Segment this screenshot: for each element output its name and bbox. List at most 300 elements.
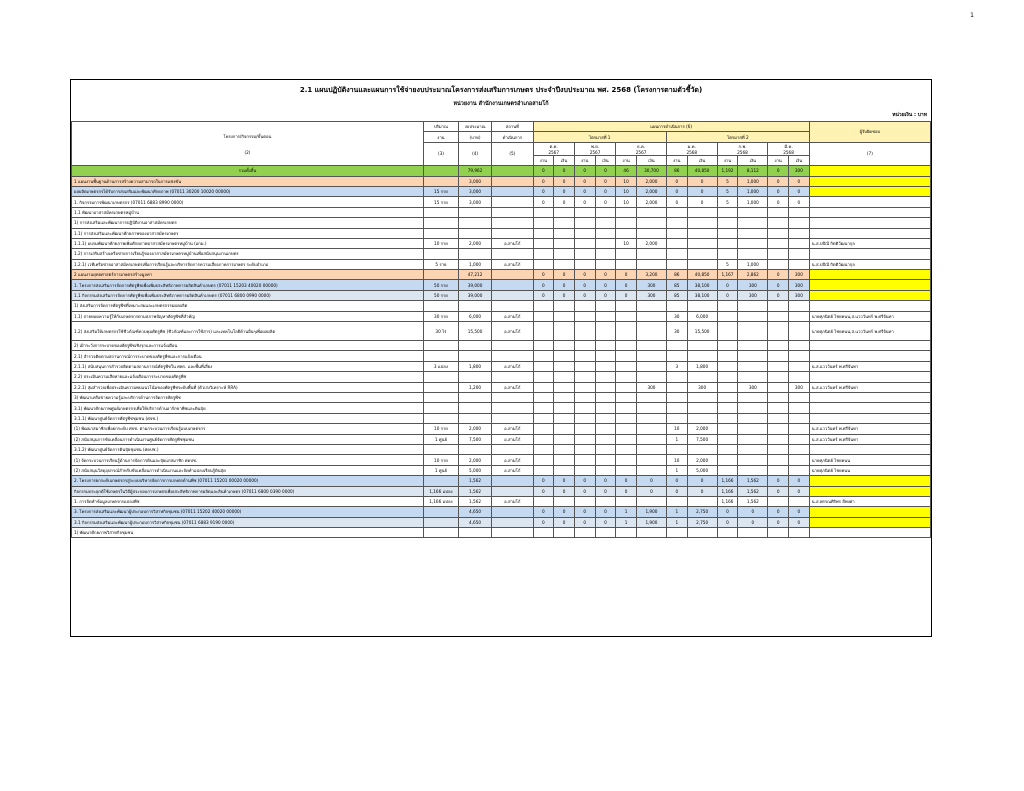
row-work — [616, 311, 637, 321]
row-money — [636, 465, 666, 475]
header-month: ก.พ. 2568 — [717, 142, 768, 155]
row-work — [574, 413, 595, 423]
row-work — [533, 341, 554, 351]
header-work: งาน — [717, 155, 738, 165]
row-budget: 3,000 — [459, 176, 492, 186]
row-work: 86 — [666, 166, 687, 176]
row-money: 0 — [789, 517, 810, 527]
row-work — [616, 465, 637, 475]
row-work: 0 — [574, 517, 595, 527]
row-label: 2.1.1) สนับสนุนการสำรวจติดตามสถานการณ์ศัตรูพืชใน ศพก. และพื้นที่เสี่ยง — [72, 361, 424, 371]
row-qty: 15 ราย — [423, 186, 458, 196]
row-work — [574, 249, 595, 259]
row-work — [616, 207, 637, 217]
row-money — [554, 249, 575, 259]
row-qty: 1,166 แปลง — [423, 496, 458, 506]
row-work: 5 — [717, 197, 738, 207]
row-work — [717, 465, 738, 475]
header-plan: แผนการดำเนินการ (6) — [533, 122, 809, 132]
row-money — [636, 496, 666, 506]
row-work: 1 — [666, 507, 687, 517]
row-place: อ.สามโก้ — [492, 434, 533, 444]
row-work: 10 — [616, 186, 637, 196]
row-money — [554, 322, 575, 341]
row-money — [738, 341, 768, 351]
row-money — [738, 249, 768, 259]
row-budget: 1,000 — [459, 259, 492, 269]
header-budget-sub: (บาท) — [459, 132, 492, 142]
row-money: 0 — [636, 476, 666, 486]
row-work: 1 — [666, 517, 687, 527]
row-money: 0 — [554, 486, 575, 496]
row-place — [492, 290, 533, 300]
row-money: 300 — [738, 290, 768, 300]
row-work — [574, 351, 595, 361]
row-work: 0 — [768, 290, 789, 300]
row-work: 1 — [666, 465, 687, 475]
row-work — [616, 249, 637, 259]
row-money: 2,000 — [636, 186, 666, 196]
row-work — [616, 372, 637, 382]
row-money — [789, 311, 810, 321]
header-money: เงิน — [554, 155, 575, 165]
table-row — [72, 361, 931, 371]
row-work — [616, 403, 637, 413]
row-work — [616, 259, 637, 269]
row-work: 0 — [616, 270, 637, 280]
row-money: 300 — [789, 290, 810, 300]
row-money — [595, 413, 616, 423]
row-work — [768, 465, 789, 475]
row-work — [666, 403, 687, 413]
row-money — [595, 444, 616, 454]
header-work: งาน — [666, 155, 687, 165]
row-label: 1.2.1) เวทีเครือข่ายอาสาสมัครเกษตรเพื่อการเรียนรู้และบริหารจัดการความเสี่ยงภาคการเกษตร ระดับอำเภอ — [72, 259, 424, 269]
row-money — [554, 311, 575, 321]
row-money — [738, 455, 768, 465]
row-money — [687, 351, 717, 361]
row-work: 0 — [574, 270, 595, 280]
row-money — [687, 341, 717, 351]
row-money: 2,000 — [636, 197, 666, 207]
row-work — [616, 301, 637, 311]
row-budget — [459, 218, 492, 228]
row-money: 2,750 — [687, 517, 717, 527]
row-money: 15,500 — [687, 322, 717, 341]
row-responsible: นายศุภนิตย์ ไชยคนน,ส.แวววันทร์ พ.ศรีจันทา — [809, 322, 930, 341]
row-money — [789, 434, 810, 444]
row-place: อ.สามโก้ — [492, 322, 533, 341]
row-work — [666, 413, 687, 423]
row-work — [533, 361, 554, 371]
row-qty — [423, 382, 458, 392]
row-money — [738, 207, 768, 217]
row-work: 3 — [666, 361, 687, 371]
row-work — [533, 496, 554, 506]
row-money — [687, 249, 717, 259]
row-qty: 5 ราย — [423, 259, 458, 269]
row-money: 2,862 — [738, 270, 768, 280]
row-money: 6,000 — [687, 311, 717, 321]
row-money: 7,500 — [687, 434, 717, 444]
row-money: 300 — [789, 270, 810, 280]
table-row — [72, 186, 931, 196]
row-budget — [459, 413, 492, 423]
row-money — [789, 496, 810, 506]
row-work — [574, 465, 595, 475]
header-budget: งบประมาณ — [459, 122, 492, 132]
row-responsible — [809, 207, 930, 217]
row-responsible — [809, 528, 930, 538]
table-row — [72, 434, 931, 444]
row-work: 0 — [533, 517, 554, 527]
row-money: 1,000 — [738, 186, 768, 196]
row-work — [717, 444, 738, 454]
table-row — [72, 424, 931, 434]
row-work: 0 — [717, 517, 738, 527]
row-work — [616, 361, 637, 371]
row-work — [574, 392, 595, 402]
row-budget: 6,000 — [459, 311, 492, 321]
row-qty — [423, 166, 458, 176]
row-money — [554, 207, 575, 217]
row-label: รวมทั้งสิ้น — [72, 166, 424, 176]
row-budget: 2,000 — [459, 238, 492, 248]
row-label: 1.2) ส่งเสริมให้เกษตรกรใช้ชีวภัณฑ์ควบคุมศัตรูพืช (ชีวภัณฑ์และการใช้สาร) และเทคโนโลยีด้านอื่นๆเพื่อผลผลิต — [72, 322, 424, 341]
row-money — [636, 311, 666, 321]
table-row — [72, 290, 931, 300]
row-responsible — [809, 507, 930, 517]
row-work: 0 — [768, 197, 789, 207]
row-work: 1 — [616, 517, 637, 527]
row-work: 0 — [666, 176, 687, 186]
row-money: 1,562 — [738, 496, 768, 506]
row-money: 0 — [687, 476, 717, 486]
row-money — [636, 207, 666, 217]
row-money — [554, 382, 575, 392]
row-work — [666, 351, 687, 361]
row-budget — [459, 351, 492, 361]
row-budget: 2,000 — [459, 455, 492, 465]
row-place — [492, 301, 533, 311]
table-body — [72, 166, 931, 538]
row-work: 0 — [533, 186, 554, 196]
row-work — [768, 424, 789, 434]
table-row — [72, 528, 931, 538]
report-title: 2.1 แผนปฏิบัติงานและแผนการใช้จ่ายงบประมาณโครงการส่งเสริมการเกษตร ประจำปีงบประมาณ พศ. 2568 (โครงการตามตัวชี้วัด) — [299, 86, 703, 94]
row-money — [789, 301, 810, 311]
row-money — [595, 228, 616, 238]
row-work: 0 — [717, 290, 738, 300]
row-money — [789, 392, 810, 402]
row-money: 2,000 — [636, 176, 666, 186]
row-place — [492, 392, 533, 402]
row-money: 300 — [789, 166, 810, 176]
header-quarter-1: ไตรมาสที่ 1 — [533, 132, 666, 142]
report-subtitle: หน่วยงาน สำนักงานเกษตรอำเภอสามโก้ — [453, 101, 549, 107]
row-money: 0 — [687, 486, 717, 496]
table-row — [72, 311, 931, 321]
row-place — [492, 413, 533, 423]
row-work: 0 — [768, 186, 789, 196]
row-money: 2,000 — [687, 455, 717, 465]
row-money — [687, 207, 717, 217]
row-money — [789, 424, 810, 434]
row-responsible: น.ส.แวววันทร์ พ.ศรีจันทา — [809, 361, 930, 371]
row-work: 0 — [666, 486, 687, 496]
row-money: 1,000 — [738, 197, 768, 207]
table-row — [72, 259, 931, 269]
row-money — [738, 403, 768, 413]
row-work: 10 — [666, 424, 687, 434]
row-work — [768, 249, 789, 259]
row-work — [717, 413, 738, 423]
row-work: 0 — [533, 290, 554, 300]
row-money — [595, 207, 616, 217]
row-work: 0 — [574, 280, 595, 290]
row-money — [636, 444, 666, 454]
row-money — [554, 361, 575, 371]
row-money: 0 — [554, 507, 575, 517]
row-label: 1 แผนงานพื้นฐานด้านการสร้างความสามารถในการแข่งขัน — [72, 176, 424, 186]
row-work — [574, 361, 595, 371]
row-work: 5 — [717, 176, 738, 186]
row-work — [666, 259, 687, 269]
row-label: 2.1) สำรวจติดตามสถานการณ์การระบาดของศัตรูพืชและการแจ้งเตือน — [72, 351, 424, 361]
row-money — [789, 403, 810, 413]
table-row — [72, 465, 931, 475]
table-row — [72, 166, 931, 176]
row-money: 300 — [687, 382, 717, 392]
row-money — [738, 311, 768, 321]
row-work: 0 — [574, 166, 595, 176]
row-work: 0 — [574, 507, 595, 517]
row-work — [717, 238, 738, 248]
row-money — [595, 259, 616, 269]
row-qty — [423, 218, 458, 228]
row-work — [666, 528, 687, 538]
row-money — [687, 528, 717, 538]
row-work — [768, 238, 789, 248]
row-responsible: น.ส.บปีณี กิตติวัฒนากุล — [809, 238, 930, 248]
header-qty: ปริมาณ — [423, 122, 458, 132]
row-budget — [459, 341, 492, 351]
row-label: 3. โครงการส่งเสริมและพัฒนาผู้ประกอบการวิสาหกิจชุมชน (07011 15202 40020 00000) — [72, 507, 424, 517]
row-work — [717, 311, 738, 321]
row-work — [533, 455, 554, 465]
row-work: 0 — [616, 486, 637, 496]
row-work: 0 — [666, 197, 687, 207]
row-place: อ.สามโก้ — [492, 238, 533, 248]
row-qty — [423, 403, 458, 413]
row-responsible — [809, 392, 930, 402]
row-money — [595, 311, 616, 321]
row-work — [768, 413, 789, 423]
row-work — [666, 207, 687, 217]
row-work: 0 — [768, 517, 789, 527]
row-label: 1. กิจกรรมการพัฒนาเกษตรกร (07011 6883 8990 0000) — [72, 197, 424, 207]
row-money — [554, 218, 575, 228]
row-work: 0 — [717, 280, 738, 290]
row-work: 0 — [666, 476, 687, 486]
row-work — [574, 444, 595, 454]
row-place — [492, 270, 533, 280]
row-qty — [423, 507, 458, 517]
row-responsible — [809, 218, 930, 228]
row-money — [789, 528, 810, 538]
row-responsible — [809, 249, 930, 259]
row-work — [616, 382, 637, 392]
row-place — [492, 528, 533, 538]
row-money — [738, 372, 768, 382]
row-place: อ.สามโก้ — [492, 496, 533, 506]
row-work — [533, 424, 554, 434]
row-responsible: นายศุภนิตย์ ไชยคนน — [809, 465, 930, 475]
row-work — [768, 434, 789, 444]
row-money: 0 — [595, 517, 616, 527]
row-place — [492, 186, 533, 196]
row-budget — [459, 528, 492, 538]
row-money — [789, 259, 810, 269]
header-work: งาน — [574, 155, 595, 165]
row-work: 0 — [768, 476, 789, 486]
row-money: 2,750 — [687, 507, 717, 517]
row-label: 2.2.1) สุ่มสำรวจเพื่อประเมินความพบแนวโน้มของศัตรูพืชระดับพื้นที่ (ตัวเร่งวิเคราะห์ RRA) — [72, 382, 424, 392]
row-place: อ.สามโก้ — [492, 259, 533, 269]
row-money: 3,200 — [636, 270, 666, 280]
row-money — [789, 361, 810, 371]
row-work — [616, 322, 637, 341]
row-work — [533, 372, 554, 382]
row-money — [636, 249, 666, 259]
row-work — [616, 392, 637, 402]
row-money — [738, 434, 768, 444]
row-money: 1,000 — [738, 259, 768, 269]
row-label: 1) พัฒนาศักยภาพวิสาหกิจชุมชน — [72, 528, 424, 538]
header-month: ต.ค. 2567 — [533, 142, 574, 155]
row-label: 1.1.1) อบรมพัฒนาศักยภาพเพิ่มศักยภาพอาสาสมัครเกษตรหมู่บ้าน (อกม.) — [72, 238, 424, 248]
row-money — [738, 351, 768, 361]
row-work — [533, 392, 554, 402]
row-work — [666, 392, 687, 402]
row-qty: 10 ราย — [423, 455, 458, 465]
row-responsible — [809, 301, 930, 311]
row-work — [666, 249, 687, 259]
header-month: ธ.ค. 2567 — [616, 142, 667, 155]
row-work — [616, 528, 637, 538]
row-work — [533, 444, 554, 454]
row-money — [789, 207, 810, 217]
row-money: 300 — [636, 382, 666, 392]
row-work — [666, 218, 687, 228]
row-money — [636, 413, 666, 423]
header-project: โครงการ/กิจกรรม/ขั้นตอน (2) — [72, 122, 424, 166]
row-responsible — [809, 341, 930, 351]
row-work — [533, 465, 554, 475]
row-work — [768, 351, 789, 361]
row-money — [554, 496, 575, 506]
row-work — [533, 351, 554, 361]
row-work: 0 — [533, 176, 554, 186]
row-money — [789, 351, 810, 361]
row-money: 1,000 — [738, 176, 768, 186]
table-header — [72, 122, 931, 166]
row-responsible — [809, 186, 930, 196]
row-money — [738, 301, 768, 311]
row-work — [768, 444, 789, 454]
row-responsible — [809, 197, 930, 207]
row-money — [595, 249, 616, 259]
table-row — [72, 517, 931, 527]
row-money: 0 — [595, 197, 616, 207]
row-place — [492, 197, 533, 207]
row-label: 2 แผนงานยุทธศาสตร์การเกษตรสร้างมูลค่า — [72, 270, 424, 280]
row-money: 0 — [789, 476, 810, 486]
row-money — [595, 372, 616, 382]
row-work: 0 — [533, 476, 554, 486]
row-work — [768, 403, 789, 413]
row-money — [789, 341, 810, 351]
row-work — [574, 382, 595, 392]
row-place: อ.สามโก้ — [492, 382, 533, 392]
table-row — [72, 280, 931, 290]
row-money: 30,700 — [636, 166, 666, 176]
row-work — [533, 228, 554, 238]
row-work — [574, 207, 595, 217]
table-row — [72, 455, 931, 465]
row-money — [636, 455, 666, 465]
row-work: 0 — [768, 270, 789, 280]
row-budget: 1,562 — [459, 496, 492, 506]
row-money — [554, 392, 575, 402]
row-qty — [423, 207, 458, 217]
row-qty — [423, 476, 458, 486]
row-responsible — [809, 486, 930, 496]
row-qty: 30 ราย — [423, 311, 458, 321]
row-money — [687, 392, 717, 402]
row-work: 1,167 — [717, 270, 738, 280]
row-place — [492, 372, 533, 382]
row-money: 300 — [738, 280, 768, 290]
row-money — [687, 413, 717, 423]
row-work — [768, 341, 789, 351]
row-work — [574, 496, 595, 506]
row-work: 1 — [616, 507, 637, 517]
row-work — [616, 455, 637, 465]
row-money: 0 — [595, 270, 616, 280]
row-work — [717, 322, 738, 341]
row-qty — [423, 444, 458, 454]
row-responsible: น.ส.แวววันทร์ พ.ศรีจันทา — [809, 424, 930, 434]
row-money: 0 — [789, 186, 810, 196]
row-budget: 1,200 — [459, 382, 492, 392]
row-work: 0 — [533, 270, 554, 280]
row-money — [595, 341, 616, 351]
row-work: 0 — [574, 186, 595, 196]
row-money — [738, 238, 768, 248]
row-budget: 39,000 — [459, 280, 492, 290]
row-money — [636, 351, 666, 361]
row-money — [687, 259, 717, 269]
row-work — [717, 434, 738, 444]
header-money: เงิน — [738, 155, 768, 165]
row-money: 300 — [636, 280, 666, 290]
row-money: 0 — [554, 197, 575, 207]
row-work: 1 — [666, 434, 687, 444]
row-place — [492, 403, 533, 413]
row-budget — [459, 301, 492, 311]
row-money — [789, 455, 810, 465]
